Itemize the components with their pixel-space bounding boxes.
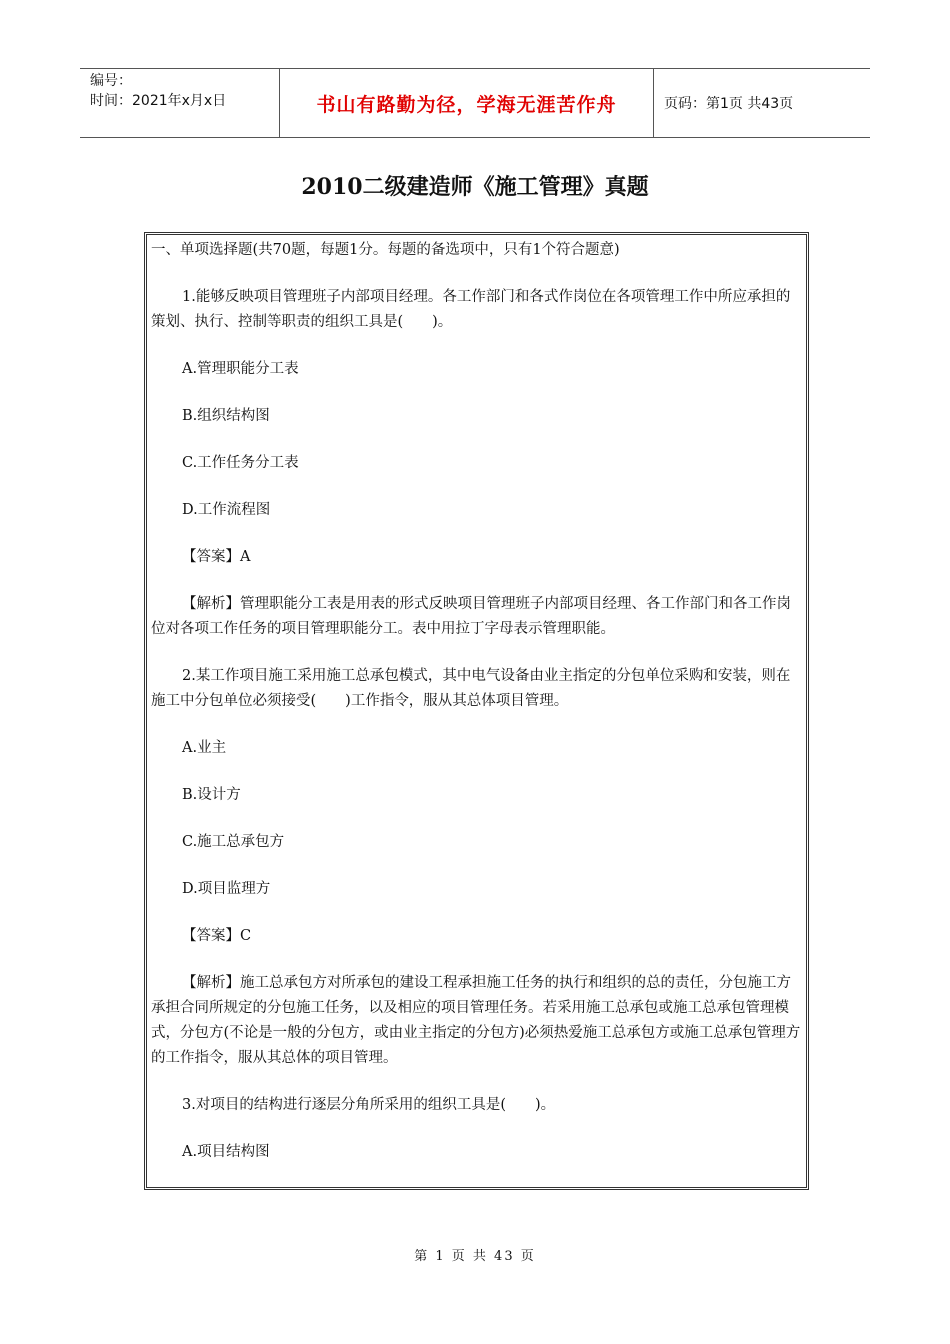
q1-stem: 1.能够反映项目管理班子内部项目经理。各工作部门和各式作岗位在各项管理工作中所应承担的策划、执行、控制等职责的组织工具是( )。 <box>151 289 791 330</box>
q1-option-c: C.工作任务分工表 <box>182 455 299 471</box>
question-box <box>144 232 809 1190</box>
header-motto: 书山有路勤为径，学海无涯苦作舟 <box>280 69 654 137</box>
q1-option-d: D.工作流程图 <box>182 502 271 518</box>
q1-answer: 【答案】A <box>182 549 251 565</box>
q2-stem: 2.某工作项目施工采用施工总承包模式，其中电气设备由业主指定的分包单位采购和安装，则在施工中分包单位必须接受( )工作指令，服从其总体项目管理。 <box>151 668 791 709</box>
q2-option-d: D.项目监理方 <box>182 881 271 897</box>
q3-stem: 3.对项目的结构进行逐层分角所采用的组织工具是( )。 <box>182 1097 556 1113</box>
q1-analysis: 【解析】管理职能分工表是用表的形式反映项目管理班子内部项目经理、各工作部门和各工作岗位对各项工作任务的项目管理职能分工。表中用拉丁字母表示管理职能。 <box>151 596 791 637</box>
q1-option-a: A.管理职能分工表 <box>182 361 299 377</box>
document-title: 2010二级建造师《施工管理》真题 <box>301 174 649 200</box>
header-page-info: 页码：第1页 共43页 <box>664 96 794 112</box>
q2-option-c: C.施工总承包方 <box>182 834 285 850</box>
question-content <box>151 238 802 1165</box>
q2-answer: 【答案】C <box>182 928 252 944</box>
q1-option-b: B.组织结构图 <box>182 408 270 424</box>
q2-analysis: 【解析】施工总承包方对所承包的建设工程承担施工任务的执行和组织的总的责任，分包施工方承担合同所规定的分包施工任务，以及相应的项目管理任务。若采用施工总承包或施工总承包管理模式，分包方(不论是一般的分包方，或由业主指定的分包方)必须热爱施工总承包方或施工总承包管理方的工作指令，服从其总体的项目管理。 <box>151 975 801 1066</box>
number-label: 编号： <box>90 73 132 89</box>
q2-option-a: A.业主 <box>182 740 227 756</box>
q2-option-b: B.设计方 <box>182 787 241 803</box>
page-footer: 第 1 页 共 43 页 <box>414 1249 536 1264</box>
header-meta <box>80 69 280 137</box>
page-header <box>80 68 870 138</box>
section-heading: 一、单项选择题(共70题，每题1分。每题的备选项中，只有1个符合题意) <box>151 242 620 258</box>
time-label: 时间：2021年x月x日 <box>90 93 227 109</box>
q3-option-a: A.项目结构图 <box>182 1144 270 1160</box>
